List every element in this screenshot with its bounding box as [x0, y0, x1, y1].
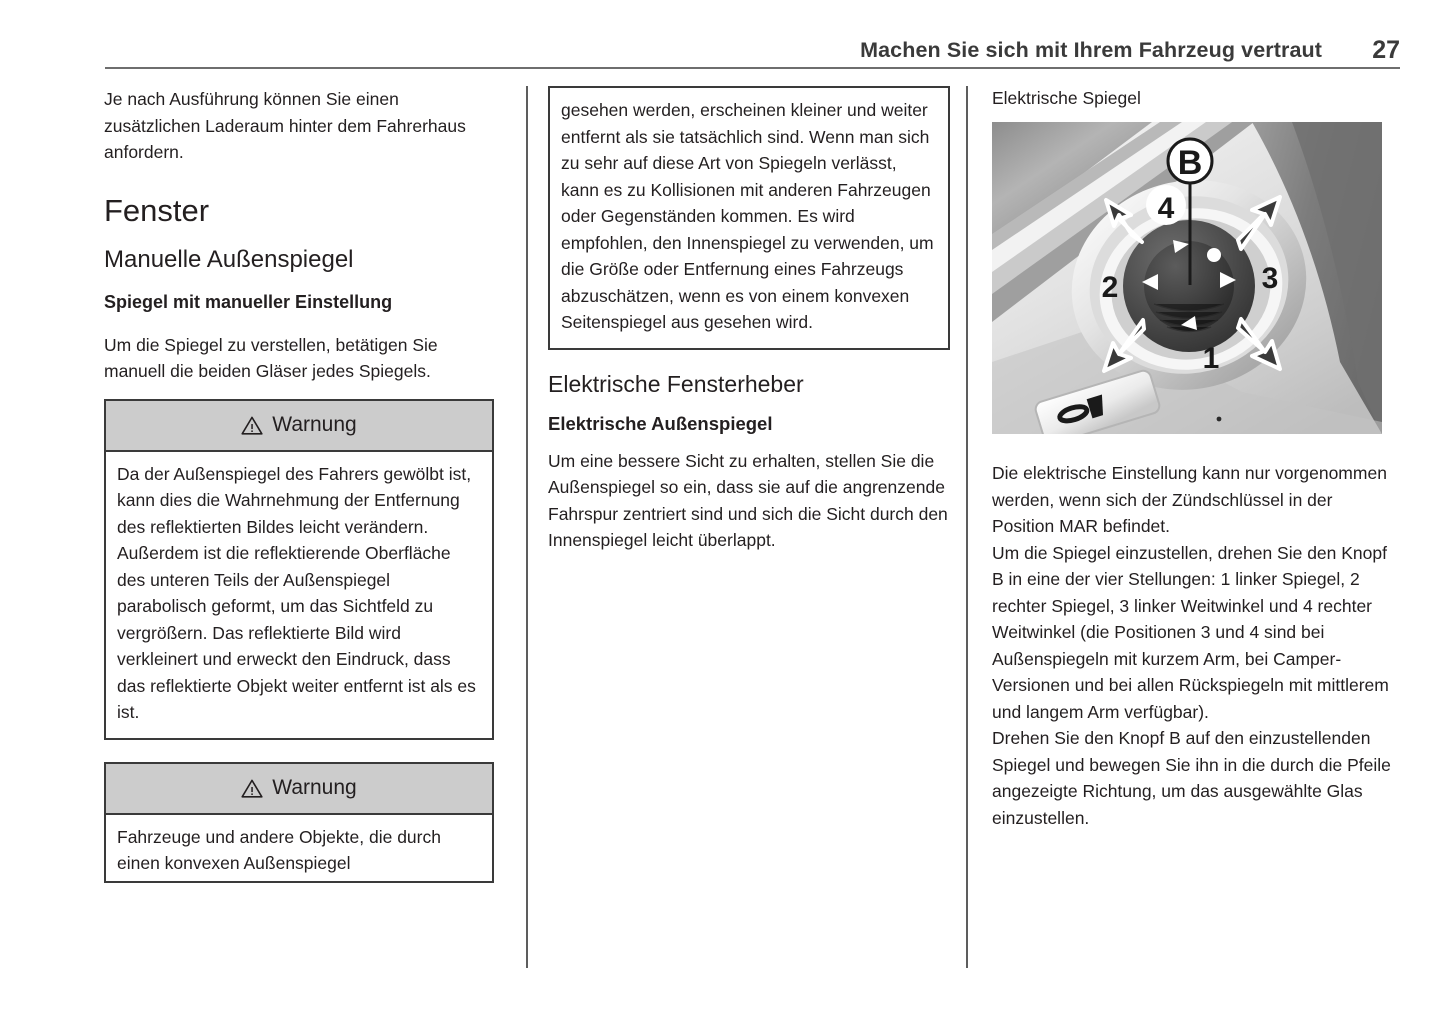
page-title: Machen Sie sich mit Ihrem Fahrzeug vertraut — [860, 38, 1322, 62]
column-divider-right — [966, 86, 968, 968]
warning-box-2-label: Warnung — [272, 775, 357, 799]
svg-text:4: 4 — [1157, 192, 1175, 225]
column-divider-left — [526, 86, 528, 968]
subsection-heading-elektrische-spiegel: Elektrische Spiegel — [992, 88, 1141, 108]
warning-box-1 — [104, 399, 494, 740]
header-rule — [105, 67, 1400, 69]
section-heading-fenster: Fenster — [104, 192, 210, 228]
electric-mirror-paragraph: Um eine bessere Sicht zu erhalten, stellen Sie die Außenspiegel so ein, dass sie auf die angrenzende Fahrspur zentriert sind und sich die Sicht durch den Innenspiegel leicht überlappt. — [548, 450, 948, 550]
right-column — [992, 86, 1392, 831]
sub-subheading-spiegel-manuelle-einstellung: Spiegel mit manueller Einstellung — [104, 291, 393, 312]
electric-adjustment-paragraph-3: Drehen Sie den Knopf B auf den einzustellenden Spiegel und bewegen Sie ihn in die durch die Pfeile angezeigte Richtung, um das ausgewählte Glas einzustellen. — [992, 728, 1391, 828]
intro-paragraph: Je nach Ausführung können Sie einen zusätzlichen Laderaum hinter dem Fahrerhaus anfordern. — [104, 89, 466, 162]
warning-triangle-icon — [241, 779, 263, 798]
warning-box-1-text: Da der Außenspiegel des Fahrers gewölbt ist, kann dies die Wahrnehmung der Entfernung des reflektierten Bildes leicht verändern. Außerdem ist die reflektierende Oberfläche des unteren Teils der Außenspiegel parabolisch geformt, um das Sichtfeld zu vergrößern. Das reflektierte Bild wird verkleinert und erweckt den Eindruck, dass das reflektierte Objekt weiter entfernt ist als es ist. — [117, 463, 476, 722]
warning-continuation-box: gesehen werden, erscheinen kleiner und weiter entfernt als sie tatsächlich sind. Wenn man sich zu sehr auf diese Art von Spiegeln verlässt, kann es zu Kollisionen mit anderen Fahrzeugen oder Gegenständen kommen. Es wird empfohlen, den Innenspiegel zu verwenden, um die Größe oder Entfernung eines Fahrzeugs abzuschätzen, wenn es von einem konvexen Seitenspiegel aus gesehen wird. — [548, 86, 950, 350]
svg-text:3: 3 — [1261, 262, 1279, 295]
middle-column — [548, 86, 950, 568]
subsection-heading-elektrische-aussenspiegel: Elektrische Außenspiegel — [548, 412, 773, 434]
mirror-adjustment-knob-photo — [992, 122, 1382, 434]
svg-text:1: 1 — [1202, 342, 1220, 375]
page-header — [105, 38, 1400, 70]
warning-box-1-header — [106, 401, 492, 452]
section-heading-elektrische-fensterheber: Elektrische Fensterheber — [548, 370, 804, 397]
svg-text:B: B — [1177, 144, 1203, 182]
left-column — [104, 86, 494, 883]
manual-mirror-paragraph: Um die Spiegel zu verstellen, betätigen Sie manuell die beiden Gläser jedes Spiegels. — [104, 334, 438, 381]
page-number: 27 — [1372, 36, 1400, 64]
warning-box-1-label: Warnung — [272, 412, 357, 436]
electric-adjustment-paragraph-1: Die elektrische Einstellung kann nur vorgenommen werden, wenn sich der Zündschlüssel in der Position MAR befindet. — [992, 463, 1387, 536]
warning-triangle-icon — [241, 416, 263, 435]
electric-adjustment-paragraph-2: Um die Spiegel einzustellen, drehen Sie den Knopf B in eine der vier Stellungen: 1 linker Spiegel, 2 rechter Spiegel, 3 linker Weitwinkel und 4 rechter Weitwinkel (die Positionen 3 und 4 sind bei Außenspiegeln mit kurzem Arm, bei Camper-Versionen und bei allen Rückspiegeln mit mittlerem und langem Arm verfügbar). — [992, 542, 1389, 722]
warning-box-2-header — [106, 764, 492, 815]
svg-text:2: 2 — [1101, 271, 1119, 304]
subsection-heading-manuelle-aussenspiegel: Manuelle Außenspiegel — [104, 245, 354, 273]
warning-box-2 — [104, 762, 494, 883]
warning-box-2-text: Fahrzeuge und andere Objekte, die durch einen konvexen Außenspiegel — [117, 826, 441, 873]
